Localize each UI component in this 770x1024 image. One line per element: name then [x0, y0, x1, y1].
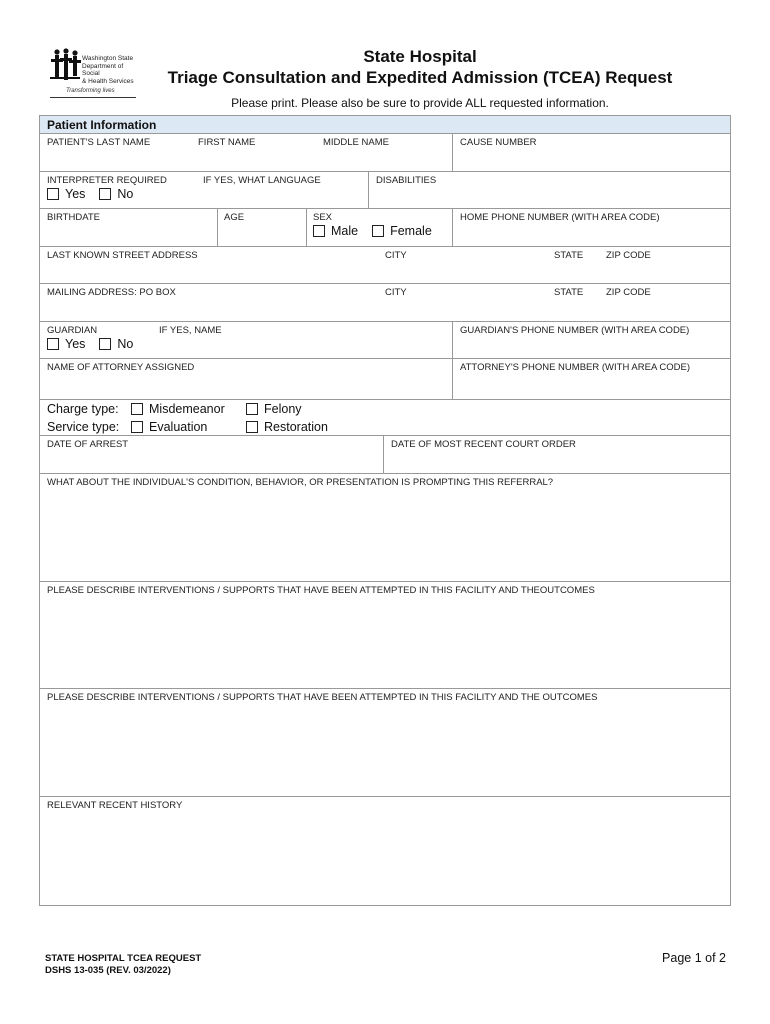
- form-title-line1: State Hospital: [363, 47, 477, 66]
- guardian-options: [47, 337, 133, 351]
- footer-form-name: STATE HOSPITAL TCEA REQUEST: [45, 953, 202, 964]
- mailing-state-label: STATE: [554, 287, 584, 298]
- guardian-phone-label: GUARDIAN'S PHONE NUMBER (WITH AREA CODE): [460, 325, 690, 336]
- section-title: Patient Information: [47, 118, 157, 132]
- street-zip-label: ZIP CODE: [606, 250, 651, 261]
- age-label: AGE: [224, 212, 245, 223]
- mailing-address-field[interactable]: [40, 284, 730, 322]
- mailing-zip-label: ZIP CODE: [606, 287, 651, 298]
- interventions-label-2: PLEASE DESCRIBE INTERVENTIONS / SUPPORTS THAT HAVE BEEN ATTEMPTED IN THIS FACILITY AND THE OUTCOMES: [47, 692, 598, 703]
- sex-label: SEX: [313, 212, 333, 223]
- interpreter-yes-label: Yes: [65, 187, 86, 201]
- male-checkbox[interactable]: [313, 225, 325, 237]
- interventions-label-1: PLEASE DESCRIBE INTERVENTIONS / SUPPORTS THAT HAVE BEEN ATTEMPTED IN THIS FACILITY AND THEOUTCOMES: [47, 585, 595, 596]
- guardian-yes-label: Yes: [65, 337, 86, 351]
- name-field[interactable]: [40, 134, 453, 172]
- birthdate-field[interactable]: [40, 209, 218, 247]
- felony-label: Felony: [264, 402, 302, 416]
- interpreter-field: [40, 172, 369, 209]
- guardian-label: GUARDIAN: [47, 325, 98, 336]
- misdemeanor-label: Misdemeanor: [149, 402, 225, 416]
- guardian-no-checkbox[interactable]: [99, 338, 111, 350]
- attorney-field[interactable]: [40, 359, 453, 400]
- court-order-date-field[interactable]: [384, 436, 730, 474]
- home-phone-label: HOME PHONE NUMBER (WITH AREA CODE): [460, 212, 660, 223]
- court-order-date-label: DATE OF MOST RECENT COURT ORDER: [391, 439, 576, 450]
- interventions-textarea-1[interactable]: [40, 582, 730, 689]
- restoration-label: Restoration: [264, 420, 328, 434]
- birthdate-label: BIRTHDATE: [47, 212, 100, 223]
- dshs-logo-figures-icon: [48, 48, 82, 84]
- language-label: IF YES, WHAT LANGUAGE: [203, 175, 321, 186]
- form-instructions: Please print. Please also be sure to provide ALL requested information.: [231, 96, 609, 110]
- street-state-label: STATE: [554, 250, 584, 261]
- history-textarea[interactable]: [40, 797, 730, 905]
- sex-field: [307, 209, 453, 247]
- last-name-label: PATIENT'S LAST NAME: [47, 137, 151, 148]
- date-of-arrest-label: DATE OF ARREST: [47, 439, 129, 450]
- dshs-logo-tagline: Transforming lives: [66, 88, 115, 94]
- footer-form-number: DSHS 13-035 (REV. 03/2022): [45, 965, 171, 976]
- section-header: [40, 116, 730, 134]
- guardian-name-label: IF YES, NAME: [159, 325, 222, 336]
- cause-number-field[interactable]: [453, 134, 730, 172]
- form-title-line2: Triage Consultation and Expedited Admission (TCEA) Request: [167, 68, 673, 87]
- interpreter-no-checkbox[interactable]: [99, 188, 111, 200]
- guardian-yes-checkbox[interactable]: [47, 338, 59, 350]
- male-label: Male: [331, 224, 359, 238]
- date-of-arrest-field[interactable]: [40, 436, 384, 474]
- interventions-textarea-2[interactable]: [40, 689, 730, 797]
- footer-form-info: [45, 953, 201, 977]
- interpreter-yes-checkbox[interactable]: [47, 188, 59, 200]
- logo-underline: [50, 97, 136, 98]
- interpreter-no-label: No: [117, 187, 134, 201]
- disabilities-field[interactable]: [369, 172, 730, 209]
- evaluation-label: Evaluation: [149, 420, 208, 434]
- interpreter-label: INTERPRETER REQUIRED: [47, 175, 167, 186]
- charge-type-label: Charge type:: [47, 402, 119, 416]
- street-address-label: LAST KNOWN STREET ADDRESS: [47, 250, 198, 261]
- attorney-phone-label: ATTORNEY'S PHONE NUMBER (WITH AREA CODE): [460, 362, 691, 373]
- dshs-logo: [48, 48, 140, 102]
- patient-information-form: [39, 115, 731, 906]
- home-phone-field[interactable]: [453, 209, 730, 247]
- type-row-divider: [40, 400, 730, 436]
- street-city-label: CITY: [385, 250, 407, 261]
- interpreter-options: [47, 187, 133, 201]
- mailing-city-label: CITY: [385, 287, 407, 298]
- mailing-address-label: MAILING ADDRESS: PO BOX: [47, 287, 176, 298]
- cause-number-label: CAUSE NUMBER: [460, 137, 537, 148]
- female-checkbox[interactable]: [372, 225, 384, 237]
- first-name-label: FIRST NAME: [198, 137, 256, 148]
- guardian-phone-field[interactable]: [453, 322, 730, 359]
- page-number: Page 1 of 2: [662, 951, 726, 965]
- attorney-label: NAME OF ATTORNEY ASSIGNED: [47, 362, 195, 373]
- service-type-label: Service type:: [47, 420, 120, 434]
- middle-name-label: MIDDLE NAME: [323, 137, 389, 148]
- dshs-logo-text: Washington State Department of Social & Health Services: [82, 55, 134, 85]
- age-field[interactable]: [218, 209, 307, 247]
- history-label: RELEVANT RECENT HISTORY: [47, 800, 183, 811]
- guardian-field: [40, 322, 453, 359]
- sex-options: [313, 224, 432, 238]
- condition-label: WHAT ABOUT THE INDIVIDUAL'S CONDITION, BEHAVIOR, OR PRESENTATION IS PROMPTING THIS REFERRAL?: [47, 477, 554, 488]
- condition-textarea[interactable]: [40, 474, 730, 582]
- street-address-field[interactable]: [40, 247, 730, 284]
- disabilities-label: DISABILITIES: [376, 175, 437, 186]
- attorney-phone-field[interactable]: [453, 359, 730, 400]
- female-label: Female: [390, 224, 432, 238]
- guardian-no-label: No: [117, 337, 134, 351]
